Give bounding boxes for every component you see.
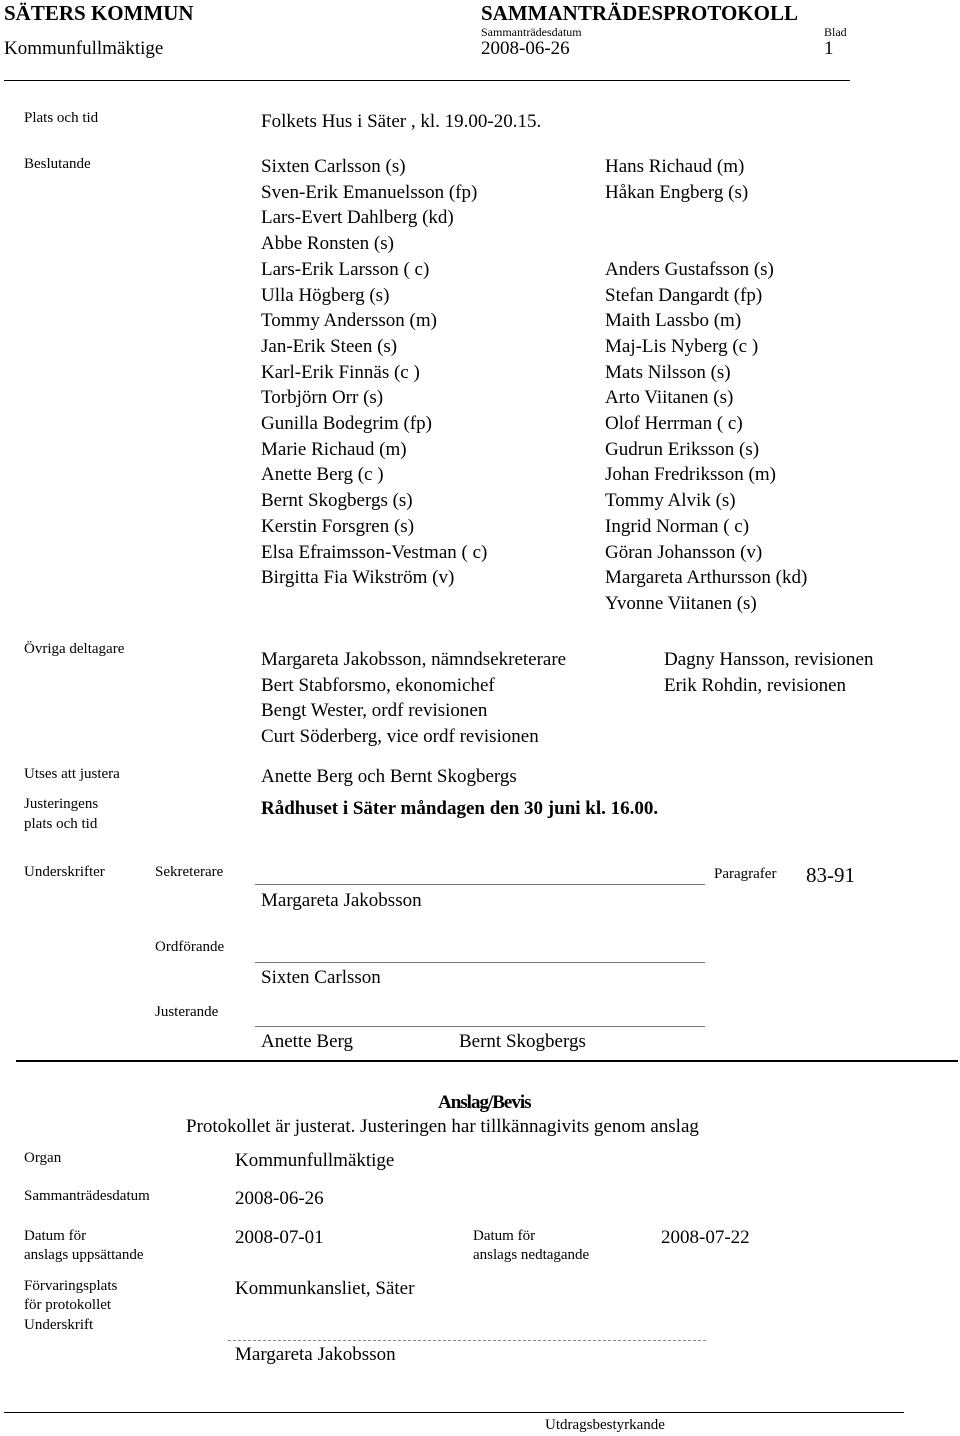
- member-name: Sven-Erik Emanuelsson (fp): [261, 181, 478, 203]
- secretary-signature-line: [255, 884, 705, 885]
- storage-label-1: Förvaringsplats: [24, 1278, 118, 1294]
- member-name: [605, 205, 807, 231]
- member-name: Håkan Engberg (s): [605, 181, 749, 203]
- member-name: Margareta Arthursson (kd): [605, 567, 808, 589]
- place-label: Plats och tid: [24, 110, 99, 126]
- posted-date-value: 2008-07-01: [235, 1227, 324, 1248]
- municipality-name: SÄTERS KOMMUN: [4, 1, 194, 25]
- place-value: Folkets Hus i Säter , kl. 19.00-20.15.: [261, 111, 542, 132]
- member-name: Arto Viitanen (s): [605, 387, 734, 409]
- member-name: Karl-Erik Finnäs (c ): [261, 361, 420, 383]
- signatures-label: Underskrifter: [24, 864, 105, 880]
- member-name: Johan Fredriksson (m): [605, 464, 776, 486]
- chair-name: Sixten Carlsson: [261, 967, 381, 988]
- organ-value: Kommunfullmäktige: [235, 1150, 395, 1171]
- others-left: [261, 647, 566, 750]
- removed-date-value: 2008-07-22: [661, 1227, 750, 1248]
- member-name: Gunilla Bodegrim (fp): [261, 413, 432, 435]
- chair-label: Ordförande: [155, 939, 225, 955]
- secretary-label: Sekreterare: [155, 864, 224, 880]
- chair-signature-line: [255, 962, 705, 963]
- notice-signature-name: Margareta Jakobsson: [235, 1344, 396, 1365]
- notice-signature-line: [228, 1340, 706, 1341]
- notice-signature-label: Underskrift: [24, 1317, 94, 1333]
- secretary-name: Margareta Jakobsson: [261, 890, 422, 911]
- adjuster-label: Justerande: [155, 1004, 219, 1020]
- section-divider: [16, 1060, 958, 1062]
- member-name: Elsa Efraimsson-Vestman ( c): [261, 541, 488, 563]
- committee-name: Kommunfullmäktige: [4, 38, 164, 59]
- storage-label-2: för protokollet: [24, 1297, 112, 1313]
- notice-title: Anslag/Bevis: [438, 1092, 531, 1113]
- decision-makers-left: [261, 154, 487, 591]
- removed-date-label-2: anslags nedtagande: [473, 1247, 590, 1263]
- header-divider: [4, 80, 850, 81]
- member-name: Olof Herrman ( c): [605, 413, 743, 435]
- member-name: Tommy Andersson (m): [261, 310, 437, 332]
- posted-date-label-1: Datum för: [24, 1228, 87, 1244]
- member-name: Stefan Dangardt (fp): [605, 284, 763, 306]
- organ-label: Organ: [24, 1150, 62, 1166]
- member-name: Anette Berg (c ): [261, 464, 384, 486]
- footer-divider: [4, 1412, 904, 1413]
- participant-name: Margareta Jakobsson, nämndsekreterare: [261, 649, 567, 670]
- member-name: Göran Johansson (v): [605, 541, 763, 563]
- others-right: [664, 647, 874, 698]
- others-label: Övriga deltagare: [24, 641, 125, 657]
- member-name: [605, 231, 807, 257]
- participant-name: Erik Rohdin, revisionen: [664, 674, 847, 696]
- adjuster-name-2: Bernt Skogbergs: [459, 1031, 586, 1052]
- adjust-place-label-2: plats och tid: [24, 816, 98, 832]
- meeting-date-label: Sammanträdesdatum: [481, 25, 582, 39]
- member-name: Bernt Skogbergs (s): [261, 490, 413, 512]
- member-name: Maj-Lis Nyberg (c ): [605, 335, 759, 357]
- participant-name: Bert Stabforsmo, ekonomichef: [261, 674, 495, 696]
- decision-makers-right: [605, 154, 807, 617]
- adjuster-name-1: Anette Berg: [261, 1031, 353, 1052]
- storage-value: Kommunkansliet, Säter: [235, 1278, 415, 1299]
- participant-name: Bengt Wester, ordf revisionen: [261, 700, 488, 722]
- participant-name: Dagny Hansson, revisionen: [664, 649, 874, 670]
- sheet-number: 1: [824, 38, 834, 59]
- adjusters-value: Anette Berg och Bernt Skogbergs: [261, 766, 517, 787]
- member-name: Ingrid Norman ( c): [605, 515, 750, 537]
- member-name: Mats Nilsson (s): [605, 361, 731, 383]
- member-name: Abbe Ronsten (s): [261, 233, 394, 255]
- member-name: Anders Gustafsson (s): [605, 258, 774, 280]
- member-name: Torbjörn Orr (s): [261, 387, 384, 409]
- paragraphs-value: 83-91: [806, 863, 855, 887]
- posted-date-label-2: anslags uppsättande: [24, 1247, 144, 1263]
- member-name: Birgitta Fia Wikström (v): [261, 567, 455, 589]
- member-name: Tommy Alvik (s): [605, 490, 736, 512]
- decision-makers-label: Beslutande: [24, 156, 91, 172]
- member-name: Lars-Erik Larsson ( c): [261, 258, 430, 280]
- notice-meeting-date-label: Sammanträdesdatum: [24, 1188, 150, 1204]
- certification-label: Utdragsbestyrkande: [545, 1417, 665, 1433]
- notice-statement: Protokollet är justerat. Justeringen har tillkännagivits genom anslag: [186, 1116, 699, 1137]
- paragraphs-label: Paragrafer: [714, 866, 777, 882]
- member-name: Jan-Erik Steen (s): [261, 335, 398, 357]
- meeting-date: 2008-06-26: [481, 38, 570, 59]
- member-name: Gudrun Eriksson (s): [605, 438, 760, 460]
- adjust-place-label-1: Justeringens: [24, 796, 99, 812]
- member-name: Lars-Evert Dahlberg (kd): [261, 207, 454, 229]
- notice-meeting-date-value: 2008-06-26: [235, 1188, 324, 1209]
- sheet-label: Blad: [824, 25, 847, 39]
- member-name: Maith Lassbo (m): [605, 310, 742, 332]
- adjuster-signature-line: [255, 1026, 705, 1027]
- document-type: SAMMANTRÄDESPROTOKOLL: [481, 1, 798, 25]
- removed-date-label-1: Datum för: [473, 1228, 536, 1244]
- member-name: Sixten Carlsson (s): [261, 156, 406, 177]
- adjusters-label: Utses att justera: [24, 766, 120, 782]
- member-name: Yvonne Viitanen (s): [605, 592, 757, 614]
- member-name: Kerstin Forsgren (s): [261, 515, 415, 537]
- participant-name: Curt Söderberg, vice ordf revisionen: [261, 726, 539, 748]
- member-name: Hans Richaud (m): [605, 156, 745, 177]
- member-name: Ulla Högberg (s): [261, 284, 390, 306]
- adjust-place-value: Rådhuset i Säter måndagen den 30 juni kl. 16.00.: [261, 798, 659, 819]
- member-name: Marie Richaud (m): [261, 438, 407, 460]
